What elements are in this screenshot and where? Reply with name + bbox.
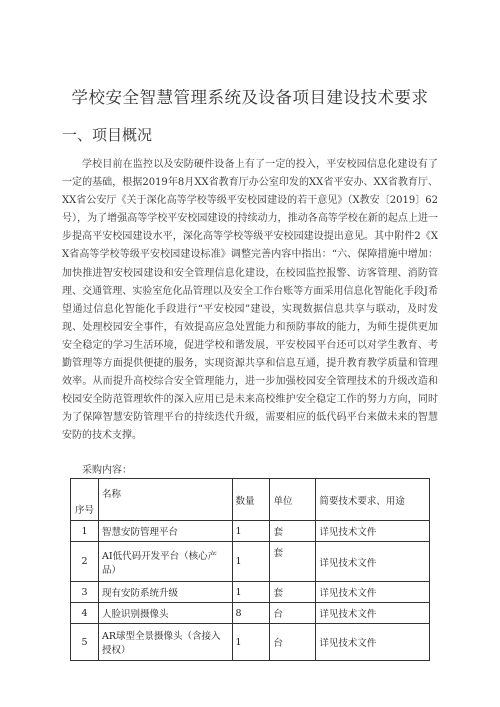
table-row [71, 542, 430, 582]
row-spec: 详见技术文件 [316, 624, 430, 661]
table-caption: 采购内容： [82, 465, 132, 476]
row-unit: 台 [270, 624, 316, 661]
row-no: 5 [71, 624, 99, 661]
table-row [71, 624, 430, 661]
table-row [71, 603, 430, 624]
row-no: 2 [71, 542, 99, 582]
header-spec: 简要技术要求、用途 [316, 479, 430, 521]
overview-paragraph: 学校目前在监控以及安防硬件设备上有了一定的投入，平安校园信息化建设有了一定的基础，根据2019年8月XX省教育厅办公室印发的XX省平安办、XX省教育厅、XX省公安厅《关于深化高等学校等级平安校园建设的若干意见》（X教安〔2019〕62号），为了增强高等学校平安校园建设的持续动力，推动各高等学校在新的起点上进一步提高平安校园建设水平，深化高等学校等级平安校园建设提出意见。其中附件2《XX省高等学校等级平安校园建设标准》调整完善内容中指出：“六、保障措施中增加：加快推进智安校园建设和安全管理信息化建设，在校园监控报警、访客管理、消防管理、交通管理、实验室危化品管理以及安全工作台账等方面采用信息化智能化手段J希望通过信息化智能化手段进行“平安校园”建设，实现数据信息共享与联动，及时发现、处理校园安全事件，有效提高应急处置能力和预防事故的能力，为师生提供更加安全稳定的学习生活环境，促进学校和谐发展，平安校园平台还可以对学生教育、考勤管理等方面提供便捷的服务，实现资源共享和信息互通，提升教育教学质量和管理效率。从而提升高校综合安全管理能力，进一步加强校园安全管理技术的升级改造和校园安全防范管理软件的深入应用已是未来高校维护安全稳定工作的努力方向，同时为了保障智慧安防管理平台的持续迭代升级，需要相应的低代码平台来做未来的智慧安防的技术支撑。 [62, 159, 438, 442]
row-no: 3 [71, 582, 99, 603]
row-unit: 套 [270, 521, 316, 542]
row-no: 4 [71, 603, 99, 624]
table-row [71, 521, 430, 542]
section-heading: 一、项目概况 [62, 126, 153, 144]
row-qty: 8 [232, 603, 270, 624]
table-row [71, 582, 430, 603]
row-unit: 套 [270, 582, 316, 603]
row-name: AI低代码开发平台（核心产品） [98, 542, 232, 582]
row-unit: 套 [270, 542, 316, 582]
table-header-row [71, 479, 430, 521]
row-name: 现有安防系统升级 [98, 582, 232, 603]
row-spec: 详见技术文件 [316, 603, 430, 624]
row-spec: 详见技术文件 [316, 542, 430, 582]
row-spec: 详见技术文件 [316, 582, 430, 603]
row-name: AR球型全景摄像头（含接入授权） [98, 624, 232, 661]
row-qty: 1 [232, 582, 270, 603]
row-qty: 1 [232, 521, 270, 542]
header-no: 序号 [71, 479, 99, 521]
row-spec: 详见技术文件 [316, 521, 430, 542]
procurement-table [70, 478, 430, 661]
row-no: 1 [71, 521, 99, 542]
header-name: 名称 [98, 479, 232, 521]
row-unit: 台 [270, 603, 316, 624]
document-title: 学校安全智慧管理系统及设备项目建设技术要求 [71, 88, 429, 107]
header-qty: 数量 [232, 479, 270, 521]
row-qty: 1 [232, 542, 270, 582]
row-name: 智慧安防管理平台 [98, 521, 232, 542]
header-unit: 单位 [270, 479, 316, 521]
row-name: 人脸识别摄像头 [98, 603, 232, 624]
row-qty: 1 [232, 624, 270, 661]
